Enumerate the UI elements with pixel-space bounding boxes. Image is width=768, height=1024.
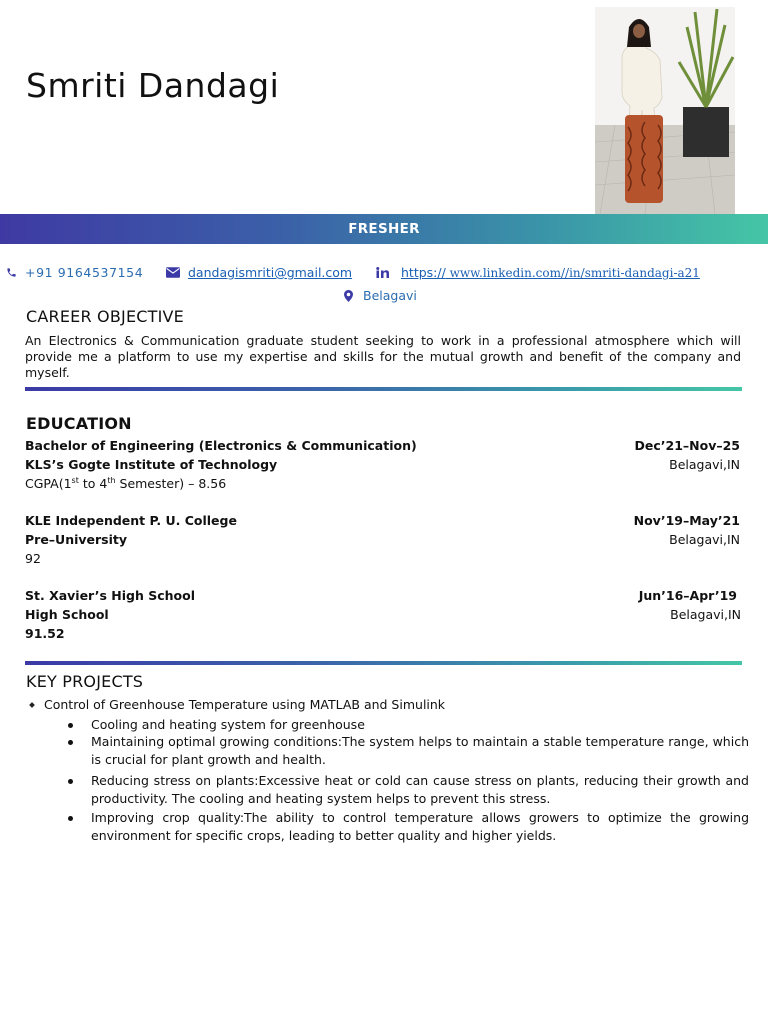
education-heading: EDUCATION xyxy=(26,414,132,433)
edu-school-row xyxy=(25,586,740,604)
candidate-name: Smriti Dandagi xyxy=(26,66,280,105)
edu-score-sup-2: th xyxy=(107,475,116,485)
edu-puc-row xyxy=(25,511,740,529)
project-point-text: Reducing stress on plants:Excessive heat or cold can cause stress on plants, reducing their growth and productivity. The cooling and heating system helps to prevent this stress. xyxy=(91,773,749,806)
edu-dates: Dec’21–Nov–25 xyxy=(634,437,740,453)
edu-score: 91.52 xyxy=(25,625,65,641)
edu-college: KLE Independent P. U. College xyxy=(25,512,237,528)
edu-degree: Bachelor of Engineering (Electronics & Communication) xyxy=(25,437,417,453)
status-banner: FRESHER xyxy=(0,214,768,244)
project-point xyxy=(68,733,749,769)
project-item xyxy=(30,697,445,712)
linkedin-link-prefix: https:// xyxy=(401,265,446,280)
envelope-icon xyxy=(166,267,180,278)
contact-phone xyxy=(6,265,143,280)
edu-place: Belagavi,IN xyxy=(669,531,740,547)
linkedin-link[interactable] xyxy=(401,265,700,280)
key-projects-heading: KEY PROJECTS xyxy=(26,672,144,691)
bullet-dot-icon xyxy=(68,740,73,745)
map-pin-icon xyxy=(344,290,353,302)
edu-school: St. Xavier’s High School xyxy=(25,587,196,603)
edu-level: Pre–University xyxy=(25,531,128,547)
edu-score-row xyxy=(25,474,740,492)
career-objective-text: An Electronics & Communication graduate student seeking to work in a professional atmosphere which will provide me a platform to use my expertise and skills for the mutual growth and benefit of the company and myself. xyxy=(25,333,741,380)
project-point xyxy=(68,716,749,734)
edu-score: 92 xyxy=(25,550,41,566)
edu-school-level-row xyxy=(25,605,740,623)
contact-linkedin xyxy=(376,265,700,280)
edu-degree-row xyxy=(25,436,740,454)
bullet-dot-icon xyxy=(68,779,73,784)
career-objective-heading: CAREER OBJECTIVE xyxy=(26,307,184,326)
email-link[interactable]: dandagismriti@gmail.com xyxy=(188,265,353,280)
profile-photo xyxy=(595,7,735,214)
linkedin-icon xyxy=(376,267,389,278)
bullet-dot-icon xyxy=(68,723,73,728)
edu-score-middle: to 4 xyxy=(78,475,108,491)
profile-photo-image xyxy=(595,7,735,214)
edu-level: High School xyxy=(25,606,109,622)
edu-dates: Jun’16–Apr’19 xyxy=(638,587,737,603)
project-point-text: Improving crop quality:The ability to control temperature allows growers to optimize the growing environment for specific crops, leading to better quality and higher yields. xyxy=(91,810,749,843)
project-point xyxy=(68,772,749,808)
contact-location xyxy=(344,288,417,303)
contact-email xyxy=(166,265,352,280)
bullet-dot-icon xyxy=(68,816,73,821)
section-divider xyxy=(25,387,742,391)
phone-icon xyxy=(6,267,17,278)
edu-institution: KLS’s Gogte Institute of Technology xyxy=(25,456,278,472)
diamond-bullet-icon xyxy=(29,702,35,708)
edu-school-score-row xyxy=(25,624,740,642)
project-point-text: Cooling and heating system for greenhouse xyxy=(91,717,365,732)
section-divider xyxy=(25,661,742,665)
phone-number: +91 9164537154 xyxy=(25,265,144,280)
linkedin-link-url: www.linkedin.com//in/smriti-dandagi-a21 xyxy=(445,266,700,280)
edu-place: Belagavi,IN xyxy=(669,456,740,472)
edu-score xyxy=(25,476,226,491)
edu-score-prefix: CGPA(1 xyxy=(25,475,72,491)
edu-puc-score-row xyxy=(25,549,740,567)
project-title: Control of Greenhouse Temperature using MATLAB and Simulink xyxy=(44,697,446,712)
edu-institution-row xyxy=(25,455,740,473)
project-point-text: Maintaining optimal growing conditions:The system helps to maintain a stable temperature range, which is crucial for plant growth and health. xyxy=(91,734,749,767)
edu-place: Belagavi,IN xyxy=(670,606,741,622)
project-point xyxy=(68,809,749,845)
edu-dates: Nov’19–May’21 xyxy=(633,512,740,528)
edu-puc-level-row xyxy=(25,530,740,548)
location-text: Belagavi xyxy=(363,288,417,303)
edu-score-sup-1: st xyxy=(71,475,79,485)
edu-score-suffix: Semester) – 8.56 xyxy=(115,475,227,491)
